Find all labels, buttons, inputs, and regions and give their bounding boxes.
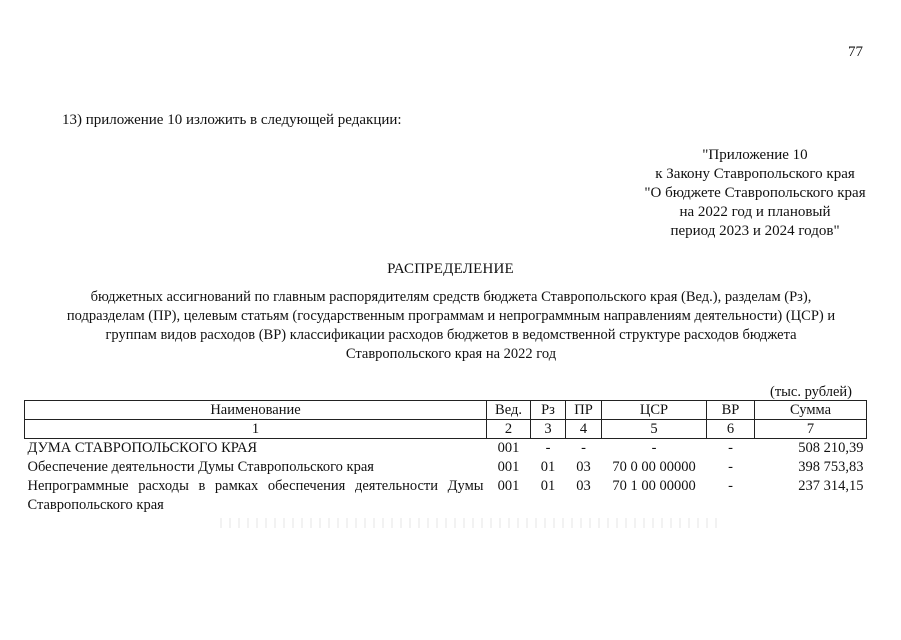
units-label: (тыс. рублей) [770,384,852,400]
row-rz: - [545,440,551,456]
row-ved: 001 [497,440,520,456]
column-number: 1 [25,420,487,439]
appendix-line: к Закону Ставропольского края [655,166,855,182]
row-rz: 01 [540,459,556,475]
page-number: 77 [848,44,863,60]
column-number: 3 [531,420,566,439]
subtitle-line: бюджетных ассигнований по главным распорядителям средств бюджета Ставропольского края (Вед.), разделам (Рз), [90,289,812,305]
appendix-line: "О бюджете Ставропольского края [644,185,866,201]
column-number: 2 [487,420,531,439]
row-vr: - [728,440,733,456]
column-header-rz: Рз [531,401,566,420]
column-header-vr: ВР [707,401,755,420]
table-header-row [25,401,867,420]
scan-artifact [220,518,720,528]
row-ved: 001 [497,478,520,494]
document-subtitle [30,288,872,364]
row-vr: - [728,478,733,494]
row-pr: - [581,440,586,456]
row-sum: 508 210,39 [798,440,864,456]
row-sum: 398 753,83 [798,459,864,475]
column-header-csr: ЦСР [602,401,707,420]
column-header-name: Наименование [25,401,487,420]
table-row [25,439,867,459]
row-rz: 01 [540,478,556,494]
column-number: 7 [755,420,867,439]
row-pr: 03 [576,478,591,494]
appendix-line: период 2023 и 2024 годов" [670,223,840,239]
subtitle-line: подразделам (ПР), целевым статьям (государственным программам и непрограммным направлениям деятельности) (ЦСР) и [66,308,836,324]
row-csr: 70 0 00 00000 [612,459,696,475]
subtitle-line: группам видов расходов (ВР) классификации расходов бюджетов в ведомственной структуре расходов бюджета [105,327,797,343]
row-csr: 70 1 00 00000 [612,478,696,494]
appendix-line: "Приложение 10 [702,147,808,163]
appendix-line: на 2022 год и плановый [679,204,831,220]
column-number: 4 [566,420,602,439]
table-row [25,458,867,477]
appendix-reference [620,146,890,241]
intro-line: 13) приложение 10 изложить в следующей редакции: [62,112,402,128]
row-pr: 03 [576,459,591,475]
column-number: 6 [707,420,755,439]
row-ved: 001 [497,459,520,475]
document-title: РАСПРЕДЕЛЕНИЕ [387,261,514,277]
row-name: Обеспечение деятельности Думы Ставропольского края [27,459,374,475]
subtitle-line: Ставропольского края на 2022 год [345,346,557,362]
row-name: Непрограммные расходы в рамках обеспечения деятельности Думы Ставропольского края [27,478,484,513]
column-number: 5 [602,420,707,439]
budget-table [24,400,867,515]
column-header-ved: Вед. [487,401,531,420]
row-csr: - [651,440,657,456]
column-number-row [25,420,867,439]
row-sum: 237 314,15 [798,478,864,494]
row-vr: - [728,459,733,475]
table-row [25,477,867,515]
column-header-pr: ПР [566,401,602,420]
column-header-sum: Сумма [755,401,867,420]
row-name: ДУМА СТАВРОПОЛЬСКОГО КРАЯ [27,440,258,456]
